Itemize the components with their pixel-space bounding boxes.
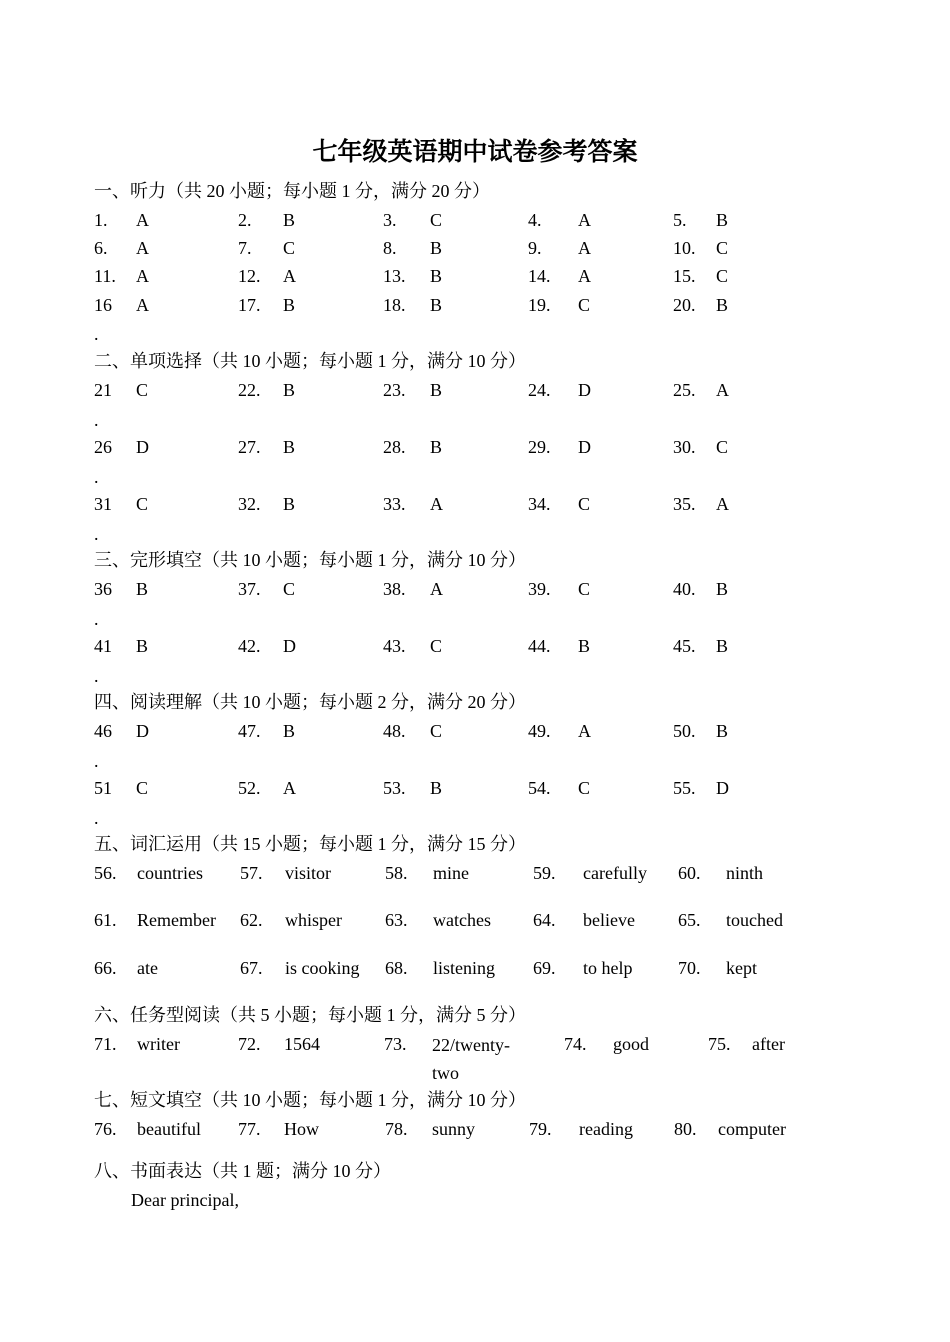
question-number: 72.: [238, 1034, 261, 1054]
question-number: 33.: [383, 494, 406, 514]
answer: C: [136, 494, 149, 514]
answer: countries: [137, 863, 203, 883]
answer: C: [716, 266, 729, 286]
question-number: 23.: [383, 380, 406, 400]
answer: C: [430, 636, 443, 656]
question-number: 75.: [708, 1034, 731, 1054]
answer: C: [283, 579, 296, 599]
answer-row: [94, 207, 894, 233]
stray-dot: .: [94, 808, 99, 828]
answer: B: [430, 295, 443, 315]
question-number: 70.: [678, 958, 701, 978]
question-number: 64.: [533, 910, 556, 930]
answer: ninth: [726, 863, 764, 883]
answer: Remember: [137, 910, 216, 930]
question-number: 66.: [94, 958, 117, 978]
answer: B: [283, 295, 296, 315]
question-number: 51: [94, 778, 112, 798]
question-number: 58.: [385, 863, 408, 883]
answer: A: [430, 494, 443, 514]
question-number: 18.: [383, 295, 406, 315]
answer: B: [283, 721, 296, 741]
stray-dot: .: [94, 524, 99, 544]
answer: mine: [433, 863, 469, 883]
answer: watches: [433, 910, 491, 930]
answer: C: [578, 295, 591, 315]
question-number: 53.: [383, 778, 406, 798]
answer: A: [578, 210, 591, 230]
question-number: 29.: [528, 437, 551, 457]
stray-dot: .: [94, 467, 99, 487]
answer: B: [716, 721, 729, 741]
answer-row: [94, 775, 894, 801]
answer: C: [283, 238, 296, 258]
section-heading-passage-fill: 七、短文填空（共 10 小题；每小题 1 分，满分 10 分）: [94, 1090, 526, 1110]
question-number: 41: [94, 636, 112, 656]
answer: D: [283, 636, 296, 656]
answer-row: [94, 1031, 894, 1087]
question-number: 30.: [673, 437, 696, 457]
question-number: 67.: [240, 958, 263, 978]
answer: beautiful: [137, 1119, 201, 1139]
answer-row: [94, 491, 894, 517]
answer-row: [94, 576, 894, 602]
question-number: 2.: [238, 210, 252, 230]
stray-dot: .: [94, 751, 99, 771]
question-number: 61.: [94, 910, 117, 930]
question-number: 79.: [529, 1119, 552, 1139]
stray-dot: .: [94, 324, 99, 344]
question-number: 9.: [528, 238, 542, 258]
question-number: 60.: [678, 863, 701, 883]
answer: C: [716, 437, 729, 457]
question-number: 65.: [678, 910, 701, 930]
answer: sunny: [432, 1119, 476, 1139]
answer: D: [716, 778, 729, 798]
answer: good: [613, 1034, 649, 1054]
answer: How: [284, 1119, 319, 1139]
answer: A: [136, 238, 149, 258]
answer-row: [94, 434, 894, 460]
question-number: 43.: [383, 636, 406, 656]
answer: touched: [726, 910, 783, 930]
question-number: 26: [94, 437, 112, 457]
question-number: 76.: [94, 1119, 117, 1139]
question-number: 13.: [383, 266, 406, 286]
answer: C: [578, 579, 591, 599]
answer: A: [578, 721, 591, 741]
answer: B: [136, 579, 149, 599]
section-heading-task-reading: 六、任务型阅读（共 5 小题；每小题 1 分，满分 5 分）: [94, 1005, 526, 1025]
answer: C: [716, 238, 729, 258]
answer: C: [430, 721, 443, 741]
answer: B: [283, 437, 296, 457]
question-number: 78.: [385, 1119, 408, 1139]
question-number: 42.: [238, 636, 261, 656]
question-number: 36: [94, 579, 112, 599]
question-number: 39.: [528, 579, 551, 599]
answer: A: [136, 266, 149, 286]
question-number: 46: [94, 721, 112, 741]
section-heading-single-choice: 二、单项选择（共 10 小题；每小题 1 分，满分 10 分）: [94, 351, 526, 371]
answer: reading: [579, 1119, 633, 1139]
question-number: 34.: [528, 494, 551, 514]
question-number: 20.: [673, 295, 696, 315]
answer: B: [283, 494, 296, 514]
answer: B: [716, 295, 729, 315]
question-number: 15.: [673, 266, 696, 286]
question-number: 56.: [94, 863, 117, 883]
question-number: 25.: [673, 380, 696, 400]
question-number: 80.: [674, 1119, 697, 1139]
answer: B: [716, 210, 729, 230]
question-number: 3.: [383, 210, 397, 230]
answer: listening: [433, 958, 495, 978]
question-number: 35.: [673, 494, 696, 514]
question-number: 49.: [528, 721, 551, 741]
answer: C: [136, 778, 149, 798]
question-number: 17.: [238, 295, 261, 315]
answer: B: [136, 636, 149, 656]
answer-row: [94, 292, 894, 318]
question-number: 5.: [673, 210, 687, 230]
answer: visitor: [285, 863, 332, 883]
answer: 1564: [284, 1034, 320, 1054]
answer: B: [430, 778, 443, 798]
question-number: 22.: [238, 380, 261, 400]
answer: A: [136, 210, 149, 230]
question-number: 55.: [673, 778, 696, 798]
question-number: 71.: [94, 1034, 117, 1054]
question-number: 54.: [528, 778, 551, 798]
section-heading-reading: 四、阅读理解（共 10 小题；每小题 2 分，满分 20 分）: [94, 692, 526, 712]
question-number: 19.: [528, 295, 551, 315]
answer: B: [430, 437, 443, 457]
section-heading-listening: 一、听力（共 20 小题；每小题 1 分，满分 20 分）: [94, 181, 490, 201]
answer-row: [94, 718, 894, 744]
answer: believe: [583, 910, 635, 930]
question-number: 62.: [240, 910, 263, 930]
question-number: 14.: [528, 266, 551, 286]
answer: B: [716, 636, 729, 656]
answer: carefully: [583, 863, 647, 883]
question-number: 37.: [238, 579, 261, 599]
question-number: 32.: [238, 494, 261, 514]
answer: B: [283, 210, 296, 230]
question-number: 48.: [383, 721, 406, 741]
question-number: 69.: [533, 958, 556, 978]
answer: A: [136, 295, 149, 315]
answer: kept: [726, 958, 757, 978]
question-number: 40.: [673, 579, 696, 599]
answer: ate: [137, 958, 158, 978]
question-number: 31: [94, 494, 112, 514]
answer: A: [283, 778, 296, 798]
question-number: 24.: [528, 380, 551, 400]
question-number: 27.: [238, 437, 261, 457]
answer: B: [430, 266, 443, 286]
answer: D: [578, 380, 591, 400]
question-number: 21: [94, 380, 112, 400]
question-number: 6.: [94, 238, 108, 258]
answer: is cooking: [285, 958, 360, 978]
answer: C: [578, 778, 591, 798]
answer: A: [578, 266, 591, 286]
answer: computer: [718, 1119, 786, 1139]
section-heading-vocabulary: 五、词汇运用（共 15 小题；每小题 1 分，满分 15 分）: [94, 834, 526, 854]
answer: A: [716, 380, 729, 400]
answer-row: [94, 633, 894, 659]
question-number: 63.: [385, 910, 408, 930]
section-heading-cloze: 三、完形填空（共 10 小题；每小题 1 分，满分 10 分）: [94, 550, 526, 570]
question-number: 1.: [94, 210, 108, 230]
letter-opening: Dear principal,: [131, 1190, 239, 1210]
answer: A: [430, 579, 443, 599]
question-number: 11.: [94, 266, 116, 286]
answer: C: [430, 210, 443, 230]
answer: B: [578, 636, 591, 656]
question-number: 52.: [238, 778, 261, 798]
answer: A: [716, 494, 729, 514]
answer-row: [94, 235, 894, 261]
question-number: 4.: [528, 210, 542, 230]
answer: D: [136, 437, 149, 457]
question-number: 7.: [238, 238, 252, 258]
stray-dot: .: [94, 410, 99, 430]
answer-row: [94, 1116, 894, 1142]
answer: 22/twenty-two: [432, 1035, 510, 1083]
answer-row: [94, 907, 894, 933]
section-heading-writing: 八、书面表达（共 1 题；满分 10 分）: [94, 1161, 391, 1181]
answer: whisper: [285, 910, 342, 930]
answer: to help: [583, 958, 633, 978]
question-number: 10.: [673, 238, 696, 258]
question-number: 57.: [240, 863, 263, 883]
stray-dot: .: [94, 609, 99, 629]
question-number: 12.: [238, 266, 261, 286]
answer: C: [136, 380, 149, 400]
answer: C: [578, 494, 591, 514]
answer: A: [578, 238, 591, 258]
answer: B: [430, 238, 443, 258]
question-number: 28.: [383, 437, 406, 457]
answer: B: [716, 579, 729, 599]
question-number: 47.: [238, 721, 261, 741]
question-number: 68.: [385, 958, 408, 978]
answer-row: [94, 377, 894, 403]
answer-row: [94, 263, 894, 289]
question-number: 45.: [673, 636, 696, 656]
answer-row: [94, 955, 894, 981]
answer: D: [136, 721, 149, 741]
question-number: 16: [94, 295, 112, 315]
answer: B: [430, 380, 443, 400]
question-number: 73.: [384, 1034, 407, 1054]
answer: writer: [137, 1034, 180, 1054]
stray-dot: .: [94, 666, 99, 686]
question-number: 38.: [383, 579, 406, 599]
answer: after: [752, 1034, 785, 1054]
question-number: 8.: [383, 238, 397, 258]
question-number: 74.: [564, 1034, 587, 1054]
answer: B: [283, 380, 296, 400]
question-number: 50.: [673, 721, 696, 741]
question-number: 77.: [238, 1119, 261, 1139]
question-number: 59.: [533, 863, 556, 883]
question-number: 44.: [528, 636, 551, 656]
answer-row: [94, 860, 894, 886]
page-title: 七年级英语期中试卷参考答案: [312, 137, 638, 166]
answer: D: [578, 437, 591, 457]
answer: A: [283, 266, 296, 286]
